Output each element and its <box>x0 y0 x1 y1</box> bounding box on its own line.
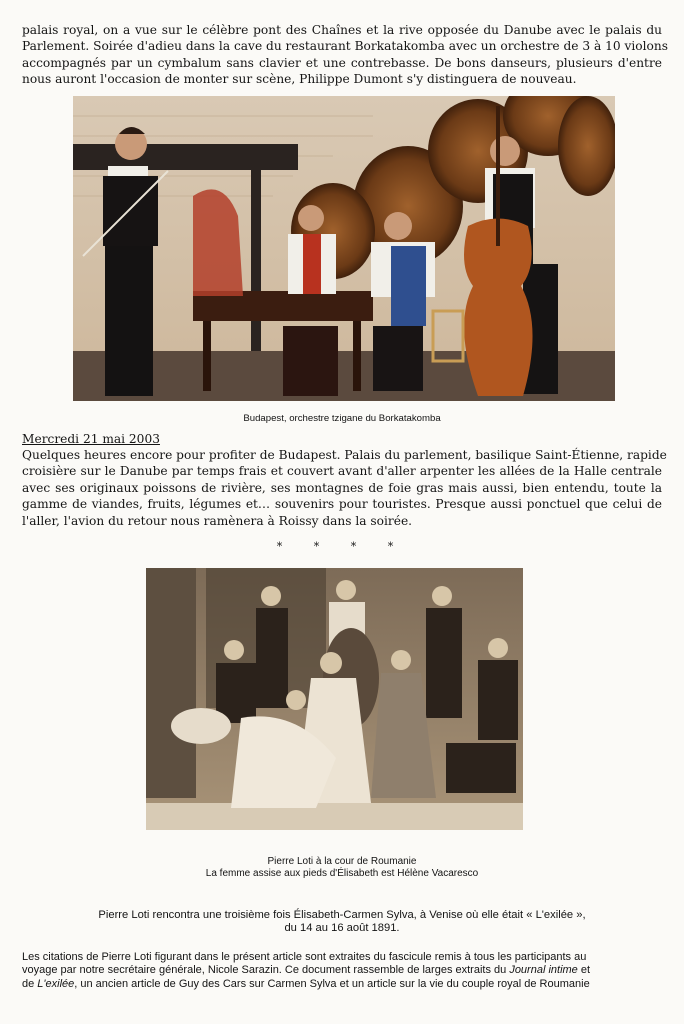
citations-line-3-start: de <box>22 977 38 990</box>
citations-line-3 <box>22 978 664 991</box>
loti-photo-caption-1: Pierre Loti à la cour de Roumanie <box>267 856 417 867</box>
intro-line-1: palais royal, on a vue sur le célèbre pont des Chaînes et la rive opposée du Danube avec le palais du <box>22 23 662 37</box>
day-line-3: avec ses originaux poissons de rivière, ses montagnes de foie gras mais aussi, bien entendu, toute la <box>22 480 662 495</box>
citations-line-2 <box>22 964 664 977</box>
citations-line-2-text: voyage par notre secrétaire générale, Nicole Sarazin. Ce document rassemble de larges extraits du <box>22 964 510 977</box>
intro-line-4: nous auront l'occasion de monter sur scène, Philippe Dumont s'y distinguera de nouveau. <box>22 72 577 87</box>
day-line-4: gamme de viandes, fruits, légumes et… souvenirs pour touristes. Presque aussi ponctuel que celui de <box>22 497 662 512</box>
loti-court-photo <box>146 568 523 830</box>
loti-note-line-1: Pierre Loti rencontra une troisième fois Élisabeth-Carmen Sylva, à Venise où elle était « L'exilée », <box>98 909 586 921</box>
exilee-title: L'exilée <box>37 977 75 990</box>
loti-photo-caption-2: La femme assise aux pieds d'Élisabeth est Hélène Vacaresco <box>205 868 479 879</box>
citations-line-1: Les citations de Pierre Loti figurant dans le présent article sont extraites du fascicule remis à tous les participants au <box>22 951 587 963</box>
intro-line-2: Parlement. Soirée d'adieu dans la cave du restaurant Borkatakomba avec un orchestre de 3 à 10 violons <box>22 39 668 54</box>
loti-note-line-2: du 14 au 16 août 1891. <box>284 922 400 934</box>
intro-paragraph <box>22 22 668 88</box>
date-heading: Mercredi 21 mai 2003 <box>22 432 160 446</box>
day-line-2: croisière sur le Danube par temps frais et couvert avant d'aller arpenter les allées de la Halle centrale <box>22 464 662 479</box>
orchestra-photo-caption: Budapest, orchestre tzigane du Borkatakomba <box>243 413 441 424</box>
orchestra-photo <box>73 96 615 401</box>
citations-paragraph <box>22 951 664 991</box>
day-paragraph <box>22 447 667 529</box>
day-line-1: Quelques heures encore pour profiter de Budapest. Palais du parlement, basilique Saint-Étienne, rapide <box>22 448 667 462</box>
intro-line-3: accompagnés par un cymbalum sans clavier et une contrebasse. De bons danseurs, plusieurs d'entre <box>22 55 662 70</box>
section-separator: * * * * <box>276 540 408 553</box>
citations-line-2-end: et <box>577 964 591 977</box>
day-line-5: l'aller, l'avion du retour nous ramènera à Roissy dans la soirée. <box>22 513 413 528</box>
citations-line-3-end: , un ancien article de Guy des Cars sur Carmen Sylva et un article sur la vie du couple royal de Roumanie <box>74 977 590 990</box>
journal-intime-title: Journal intime <box>509 964 578 977</box>
